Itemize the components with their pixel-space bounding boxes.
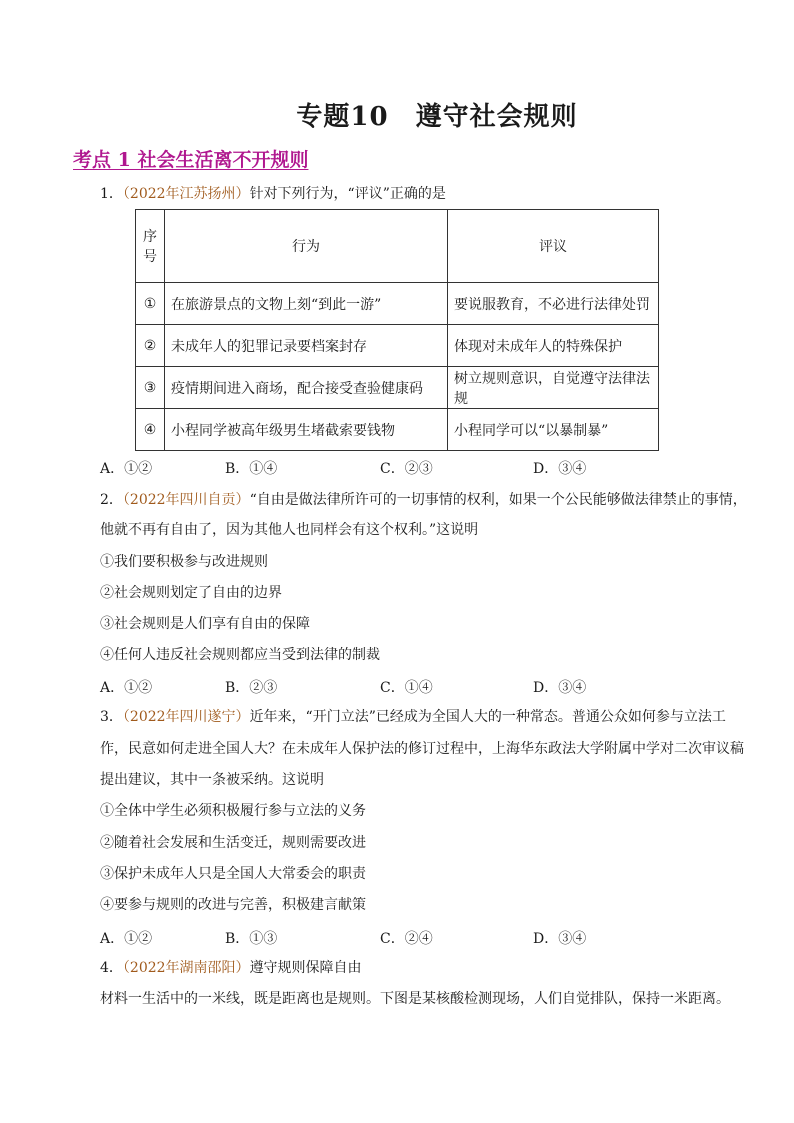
question-text: “自由是做法律所许可的一切事情的权利，如果一个公民能够做法律禁止的事情，	[249, 492, 747, 508]
option-c: C．①④	[380, 680, 433, 696]
row-action: 疫情期间进入商场，配合接受查验健康码	[165, 367, 448, 409]
table-header-action: 行为	[165, 210, 448, 283]
question-number: 4．	[100, 960, 123, 976]
question-number: 1．	[100, 186, 123, 202]
row-comment: 树立规则意识，自觉遵守法律法规	[448, 367, 659, 409]
question-3-stem	[100, 708, 726, 726]
question-1-options	[100, 458, 700, 476]
option-a: A．①②	[100, 680, 153, 696]
option-d: D．③④	[533, 931, 587, 947]
question-3-stem-cont: 作，民意如何走进全国人大？在未成年人保护法的修订过程中，上海华东政法大学附属中学对二次审议稿	[100, 741, 744, 757]
question-source: （2022年四川遂宁）	[122, 709, 250, 725]
question-number: 3．	[100, 709, 123, 725]
statement-item: ①我们要积极参与改进规则	[100, 554, 268, 570]
row-seq: ④	[136, 409, 165, 451]
question-3-options	[100, 928, 700, 946]
table-header-seq: 序号	[136, 210, 165, 283]
table-row	[136, 283, 659, 325]
statement-item: ④任何人违反社会规则都应当受到法律的制裁	[100, 647, 380, 663]
question-source: （2022年江苏扬州）	[122, 186, 250, 202]
option-d: D．③④	[533, 461, 587, 477]
option-a: A．①②	[100, 461, 153, 477]
row-comment: 要说服教育，不必进行法律处罚	[448, 283, 659, 325]
question-1-stem	[100, 185, 446, 203]
option-b: B．①③	[225, 931, 278, 947]
section-heading: 考点 1 社会生活离不开规则	[73, 149, 309, 171]
question-1-table	[135, 209, 659, 451]
question-4-material: 材料一生活中的一米线，既是距离也是规则。下图是某核酸检测现场，人们自觉排队，保持一米距离。	[100, 991, 730, 1007]
question-text: 近年来，“开门立法”已经成为全国人大的一种常态。普通公众如何参与立法工	[249, 709, 726, 725]
option-c: C．②③	[380, 461, 433, 477]
question-2-stem	[100, 491, 747, 509]
question-4-stem	[100, 959, 362, 977]
table-row	[136, 325, 659, 367]
statement-item: ②社会规则划定了自由的边界	[100, 585, 282, 601]
option-b: B．②③	[225, 680, 278, 696]
option-c: C．②④	[380, 931, 433, 947]
question-3-stem-cont: 提出建议，其中一条被采纳。这说明	[100, 772, 324, 788]
row-action: 在旅游景点的文物上刻“到此一游”	[165, 283, 448, 325]
question-text: 遵守规则保障自由	[249, 960, 362, 976]
table-header-row	[136, 210, 659, 283]
statement-item: ③社会规则是人们享有自由的保障	[100, 616, 310, 632]
row-comment: 小程同学可以“以暴制暴”	[448, 409, 659, 451]
table-row	[136, 367, 659, 409]
question-source: （2022年湖南邵阳）	[122, 960, 250, 976]
statement-item: ②随着社会发展和生活变迁，规则需要改进	[100, 835, 366, 851]
row-action: 未成年人的犯罪记录要档案封存	[165, 325, 448, 367]
question-text: 针对下列行为，“评议”正确的是	[249, 186, 446, 202]
option-d: D．③④	[533, 680, 587, 696]
statement-item: ④要参与规则的改进与完善，积极建言献策	[100, 897, 366, 913]
row-seq: ①	[136, 283, 165, 325]
option-a: A．①②	[100, 931, 153, 947]
option-b: B．①④	[225, 461, 278, 477]
question-source: （2022年四川自贡）	[122, 492, 250, 508]
row-comment: 体现对未成年人的特殊保护	[448, 325, 659, 367]
question-number: 2．	[100, 492, 123, 508]
row-seq: ②	[136, 325, 165, 367]
statement-item: ①全体中学生必须积极履行参与立法的义务	[100, 803, 366, 819]
question-2-options	[100, 677, 700, 695]
table-row	[136, 409, 659, 451]
page-title: 专题10 遵守社会规则	[296, 102, 578, 132]
statement-item: ③保护未成年人只是全国人大常委会的职责	[100, 866, 366, 882]
row-action: 小程同学被高年级男生堵截索要钱物	[165, 409, 448, 451]
table-header-comment: 评议	[448, 210, 659, 283]
question-2-stem-cont: 他就不再有自由了，因为其他人也同样会有这个权利。”这说明	[100, 522, 479, 538]
row-seq: ③	[136, 367, 165, 409]
